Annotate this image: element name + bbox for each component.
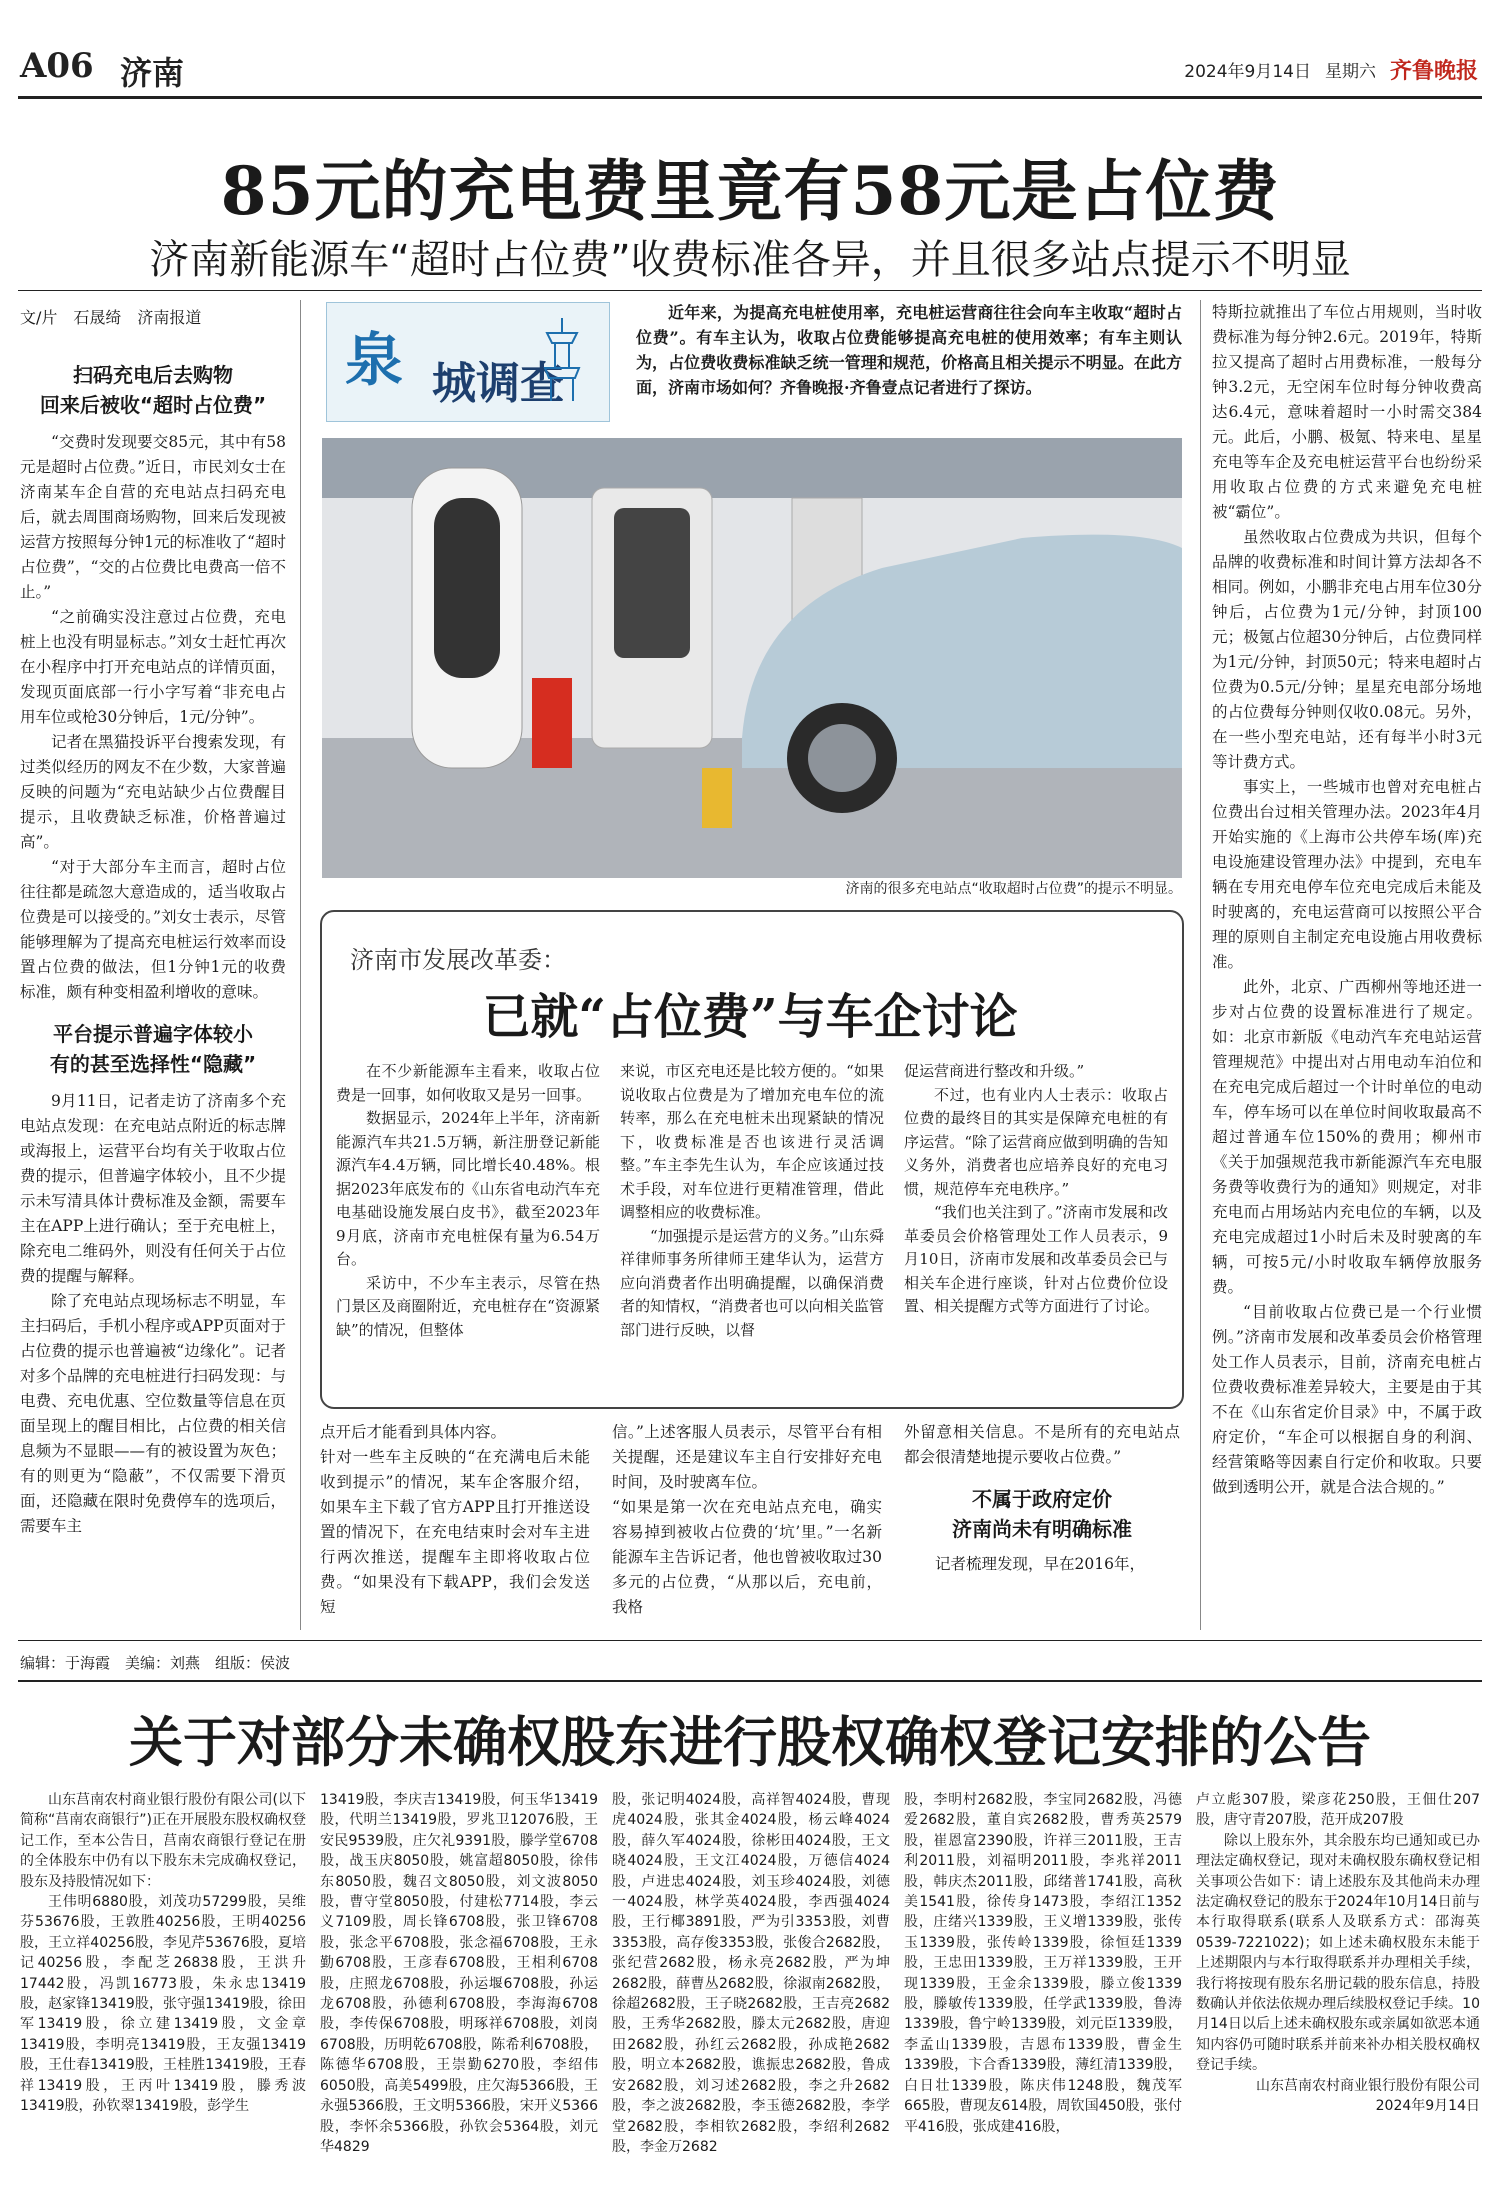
shareholder-list: 王伟明6880股，刘茂功57299股，吴维芬53676股，王敦胜40256股，王明40256股，王立祥40256股，李见芹53676股，夏培记40256股，李配芝26838股，王洪升17442股，冯凯16773股，朱永忠13419股，赵家锋13419股，张守强13419股，徐田军13419股，徐立建13419股，文金章13419股，李明亮13419股，王友强13419股，王仕春13419股，王桂胜13419股，王春祥13419股，王丙叶13419股，滕秀波13419股，孙钦翠13419股，彭学生 [20, 1894, 306, 2115]
issue-date: 2024年9月14日 [1184, 62, 1311, 82]
header-meta [1184, 54, 1478, 85]
paragraph: “目前收取占位费已是一个行业惯例。”济南市发展和改革委员会价格管理处工作人员表示，目前，济南充电桩占位费收费标准差异较大，主要是由于其不在《山东省定价目录》中，不属于政府定价，“车企可以根据自身的利润、经营策略等因素自行定价和收取。只要做到透明公开，就是合法合规的。” [1212, 1303, 1482, 1496]
newspaper-logo: 齐鲁晚报 [1389, 59, 1478, 84]
shareholder-list: 股，李明村2682股，李宝同2682股，冯德爱2682股，董自宾2682股，曹秀英2579股，崔恩富2390股，许祥三2011股，王吉利2011股，刘福明2011股，李兆祥2011股，韩庆杰2011股，邱绪普1741股，高秋美1541股，徐传身1473股，李绍江1352股，庄绪兴1339股，王义增1339股，张传玉1339股，张传岭1339股，徐恒廷1339股，王忠田1339股，王万祥1339股，王开现1339股，王金余1339股，滕立俊1339股，滕敏传1339股，任学武1339股，鲁涛1339股，鲁宁岭1339股，刘元臣1339股，李孟山1339股，吉恩布1339股，曹金生1339股，卞合香1339股，薄红清1339股，白日壮1339股，陈庆伟1248股，魏茂军665股，曹现友614股，周钦国450股，张付平416股，张成建416股， [904, 1792, 1182, 2135]
badge-text: 城调查 [432, 358, 564, 409]
shareholder-list: 股，张记明4024股，高祥智4024股，曹现虎4024股，张其金4024股，杨云峰4024股，薛久军4024股，徐彬田4024股，王文晓4024股，王文江4024股，万德信4024股，卢进忠4024股，刘玉珍4024股，刘德一4024股，林学英4024股，李西强4024股，王行椰3891股，严为引3353股，刘曹3353股，高存俊3353股，张俊合2682股，张纪营2682股，杨永亮2682股，严为坤2682股，薛曹丛2682股，徐淑南2682股，徐超2682股，王子晓2682股，王吉亮2682股，王秀华2682股，滕太元2682股，唐迎田2682股，孙红云2682股，孙成艳2682股，明立本2682股，谯振忠2682股，鲁成安2682股，刘习述2682股，李之升2682股，李之波2682股，李玉德2682股，李学堂2682股，李相钦2682股，李绍利2682股，李金万2682 [612, 1792, 890, 2155]
notice-intro: 山东莒南农村商业银行股份有限公司(以下简称“莒南农商银行”)正在开展股东股权确权登记工作，至本公告日，莒南农商银行登记在册的全体股东中仍有以下股东未完成确权登记，股东及持股情况如下： [20, 1792, 306, 1890]
lead-paragraph [636, 300, 1182, 400]
paragraph: 数据显示，2024年上半年，济南新能源汽车共21.5万辆，新注册登记新能源汽车4.4万辆，同比增长40.48%。根据2023年底发布的《山东省电动汽车充电基础设施发展白皮书》，截至2023年9月底，济南市充电桩保有量为6.54万台。 [336, 1109, 600, 1268]
column-badge [326, 302, 610, 422]
notice-closing: 除以上股东外，其余股东均已通知或已办理法定确权登记，现对未确权股东确权登记相关事项公告如下：请上述股东及其他尚未办理法定确权登记的股东于2024年10月14日前与本行取得联系(联系人及联系方式：邵海英0539-7221022)；如上述未确权股东未能于上述期限内与本行取得联系并办理相关手续，我行将按现有股东名册记载的股东信息，持股数确认并依法依规办理后续股权登记手续。10月14日以后上述未确权股东或亲属如欲恶本通知内容仍可随时联系并前来补办相关股权确权登记手续。 [1196, 1832, 1480, 2074]
paragraph: 特斯拉就推出了车位占用规则，当时收费标准为每分钟2.6元。2019年，特斯拉又提高了超时占用费标准，一般每分钟3.2元，无空闲车位时每分钟收费高达6.4元，意味着超时一小时需交384元。此后，小鹏、极氪、特来电、星星充电等车企及充电桩运营平台也纷纷采用收取占位费的方式来避免充电桩被“霸位”。 [1212, 303, 1482, 521]
paragraph: 在不少新能源车主看来，收取占位费是一回事，如何收取又是另一回事。 [336, 1062, 600, 1104]
box-title: 已就“占位费”与车企讨论 [482, 989, 1018, 1045]
paragraph: “之前确实没注意过占位费，充电桩上也没有明显标志。”刘女士赶忙再次在小程序中打开充电站点的详情页面，发现页面底部一行小字写着“非充电占用车位或枪30分钟后，1元/分钟”。 [20, 608, 286, 726]
paragraph: 事实上，一些城市也曾对充电桩占位费出台过相关管理办法。2023年4月开始实施的《上海市公共停车场(库)充电设施建设管理办法》中提到，充电车辆在专用充电停车位充电完成后未能及时驶离的，充电运营商可以按照公平合理的原则自主制定充电设施占用收费标准。 [1212, 778, 1482, 971]
header-rule [18, 96, 1482, 99]
notice-column-1 [20, 1790, 306, 2117]
section-heading-3: 不属于政府定价 济南尚未有明确标准 [952, 1487, 1132, 1541]
column-right [1212, 300, 1482, 1500]
notice-date: 2024年9月14日 [1375, 2098, 1480, 2115]
editors-credit: 编辑：于海霞 美编：刘燕 组版：侯波 [20, 1654, 291, 1672]
lead-text: 近年来，为提高充电桩使用率，充电桩运营商往往会向车主收取“超时占位费”。有车主认为，收取占位费能够提高充电桩的使用效率；有车主则认为，占位费收费标准缺乏统一管理和规范，价格高且相关提示不明显。在此方面，济南市场如何？齐鲁晚报·齐鲁壹点记者进行了探访。 [636, 303, 1182, 397]
headline-rule [18, 290, 1482, 291]
paragraph: “加强提示是运营方的义务。”山东舜祥律师事务所律师王建华认为，运营方应向消费者作出明确提醒，以确保消费者的知情权，“消费者也可以向相关监管部门进行反映，以督 [620, 1226, 884, 1339]
paragraph: “我们也关注到了。”济南市发展和改革委员会价格管理处工作人员表示，9月10日，济南市发展和改革委员会已与相关车企进行座谈，针对占位费价位设置、相关提醒方式等方面进行了讨论。 [904, 1203, 1168, 1315]
box-column-2 [620, 1060, 884, 1342]
article-end-rule [18, 1640, 1482, 1641]
section-name: 济南 [120, 54, 185, 92]
box-label: 济南市发展改革委： [350, 946, 566, 974]
notice-column-3 [612, 1790, 890, 2157]
paragraph: 采访中，不少车主表示，尽管在热门景区及商圈附近，充电桩存在“资源紧缺”的情况，但整体 [336, 1273, 600, 1339]
paragraph: 来说，市区充电还是比较方便的。“如果说收取占位费是为了增加充电车位的流转率，那么在充电桩未出现紧缺的情况下，收费标准是否也该进行灵活调整。”车主李先生认为，车企应该通过技术手段，对车位进行更精准管理，借此调整相应的收费标准。 [620, 1062, 884, 1221]
box-column-3 [904, 1060, 1168, 1319]
byline: 文/片 石晟绮 济南报道 [20, 308, 202, 327]
paragraph: “对于大部分车主而言，超时占位往往都是疏忽大意造成的，适当收取占位费是可以接受的。”刘女士表示，尽管能够理解为了提高充电桩运行效率而设置占位费的做法，但1分钟1元的收费标准，颇有种变相盈利增收的意味。 [20, 858, 286, 1001]
notice-column-5 [1196, 1790, 1480, 2117]
paragraph: 记者在黑猫投诉平台搜索发现，有过类似经历的网友不在少数，大家普遍反映的问题为“充电站缺少占位费醒目提示，且收费缺乏标准，价格普遍过高”。 [20, 733, 286, 851]
column-left [20, 360, 286, 1539]
below-column-1: 点开后才能看到具体内容。 针对一些车主反映的“在充满电后未能收到提示”的情况，某车企客服介绍，如果车主下载了官方APP且打开推送设置的情况下，在充电结束时会对车主进行两次推送，提醒车主即将收取占位费。“如果没有下载APP，我们会发送短 [320, 1423, 590, 1616]
paragraph: 虽然收取占位费成为共识，但每个品牌的收费标准和时间计算方法却各不相同。例如，小鹏非充电占用车位30分钟后，占位费为1元/分钟，封顶100元；极氪占位超30分钟后，占位费同样为1元/分钟，封顶50元；特来电超时占位费为0.5元/分钟；星星充电部分场地的占位费每分钟则仅收0.08元。另外，在一些小型充电站，还有每半小时3元等计费方式。 [1212, 528, 1482, 771]
charging-station-photo [322, 438, 1182, 878]
notice-title: 关于对部分未确权股东进行股权确权登记安排的公告 [129, 1710, 1371, 1774]
issue-weekday: 星期六 [1324, 62, 1376, 82]
column-divider [300, 300, 301, 1630]
photo-caption: 济南的很多充电站点“收取超时占位费”的提示不明显。 [845, 881, 1182, 897]
badge-big-char: 泉 [345, 326, 404, 394]
notice-column-2 [320, 1790, 598, 2157]
section-heading-1: 扫码充电后去购物 回来后被收“超时占位费” [39, 363, 267, 417]
below-column-3 [904, 1420, 1180, 1577]
subheadline: 济南新能源车“超时占位费”收费标准各异，并且很多站点提示不明显 [149, 237, 1351, 283]
page-number: A06 [20, 46, 94, 86]
paragraph: 此外，北京、广西柳州等地还进一步对占位费的设置标准进行了规定。如：北京市新版《电动汽车充电站运营管理规范》中提出对占用电动车泊位和在充电完成后超过一个计时单位的电动车，停车场可以在单位时间收取最高不超过普通车位150%的费用；柳州市《关于加强规范我市新能源汽车充电服务费等收费行为的通知》则规定，对非充电而占用场站内充电位的车辆，以及充电完成超过1小时后未及时驶离的车辆，可按5元/小时收取车辆停放服务费。 [1212, 978, 1482, 1296]
notice-signer: 山东莒南农村商业银行股份有限公司 [1256, 2077, 1480, 2094]
paragraph: 外留意相关信息。不是所有的充电站点都会很清楚地提示要收占位费。” [904, 1423, 1180, 1466]
column-divider [1200, 300, 1201, 1630]
paragraph: 不过，也有业内人士表示：收取占位费的最终目的其实是保障充电桩的有序运营。“除了运营商应做到明确的告知义务外，消费者也应培养良好的充电习惯，规范停车充电秩序。” [904, 1085, 1168, 1198]
headline: 85元的充电费里竟有58元是占位费 [220, 152, 1280, 230]
section-heading-2: 平台提示普遍字体较小 有的甚至选择性“隐藏” [49, 1022, 257, 1076]
notice-column-4 [904, 1790, 1182, 2137]
notice-rule [18, 1680, 1482, 1682]
box-column-1 [336, 1060, 600, 1342]
paragraph: 除了充电站点现场标志不明显，车主扫码后，手机小程序或APP页面对于占位费的提示也普遍被“边缘化”。记者对多个品牌的充电桩进行扫码发现：与电费、充电优惠、空位数量等信息在页面呈现上的醒目相比，占位费的相关信息频为不显眼——有的被设置为灰色；有的则更为“隐蔽”，不仅需要下滑页面，还隐藏在限时免费停车的选项后，需要车主 [20, 1292, 286, 1535]
below-column-2: 信。”上述客服人员表示，尽管平台有相关提醒，还是建议车主自行安排好充电时间，及时驶离车位。 “如果是第一次在充电站点充电，确实容易掉到被收占位费的‘坑’里。”一名新能源车主告诉记者，他也曾被收取过30多元的占位费，“从那以后，充电前，我格 [612, 1423, 882, 1616]
shareholder-list: 13419股，李庆吉13419股，何玉华13419股，代明兰13419股，罗兆卫12076股，王安民9539股，庄欠礼9391股，滕学堂6708股，战玉庆8050股，姚富超8050股，徐伟东8050股，魏召文8050股，刘文波8050股，曹守堂8050股，付建松7714股，李云义7109股，周长锋6708股，张卫锋6708股，张念平6708股，张念福6708股，王永勤6708股，王彦春6708股，王相利6708股，庄照龙6708股，孙运堰6708股，孙运龙6708股，孙德利6708股，李海海6708股，李传保6708股，明琢祥6708股，刘岗6708股，历明乾6708股，陈希利6708股，陈德华6708股，王崇勤6270股，李绍伟6050股，高美5499股，庄欠海5366股，王永强5366股，王文明5366股，宋开义5366股，李怀余5366股，孙钦会5364股，刘元华4829 [320, 1792, 598, 2155]
paragraph: 促运营商进行整改和升级。” [904, 1062, 1085, 1080]
tower-icon [527, 313, 597, 403]
paragraph: 记者梳理发现，早在2016年， [935, 1555, 1145, 1573]
paragraph: “交费时发现要交85元，其中有58元是超时占位费。”近日，市民刘女士在济南某车企自营的充电站点扫码充电后，就去周围商场购物，回来后发现被运营方按照每分钟1元的标准收了“超时占位费”，“交的占位费比电费高一倍不止。” [20, 433, 286, 601]
shareholder-list: 卢立彪307股，梁彦花250股，王佃仕207股，唐守青207股，范开成207股 [1196, 1792, 1480, 1829]
paragraph: 9月11日，记者走访了济南多个充电站点发现：在充电站点附近的标志牌或海报上，运营平台均有关于收取占位费的提示，但普遍字体较小，且不少提示未写清具体计费标准及金额，需要车主在APP上进行确认；至于充电桩上，除充电二维码外，则没有任何关于占位费的提醒与解释。 [20, 1092, 286, 1285]
news-photo [322, 438, 1182, 878]
